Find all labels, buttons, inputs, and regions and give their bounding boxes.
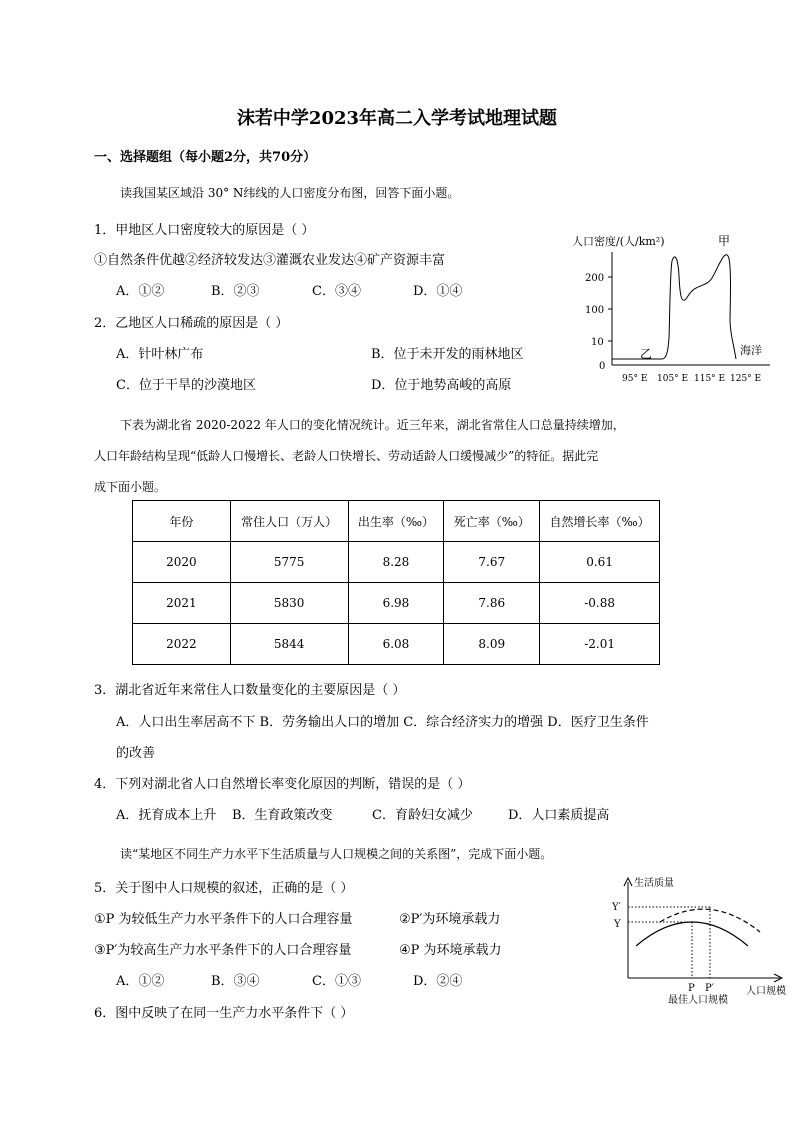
q3-stem: 3．湖北省近年来常住人口数量变化的主要原因是（ ） — [94, 683, 406, 698]
chart1-xtick: 95° E — [622, 374, 648, 384]
chart1-xtick: 125° E — [730, 374, 762, 384]
table-cell: 5830 — [230, 583, 348, 624]
intro-3: 读“某地区不同生产力水平下生活质量与人口规模之间的关系图”，完成下面小题。 — [120, 847, 553, 861]
chart1-ytick: 200 — [585, 273, 605, 284]
chart1-ytick: 100 — [585, 305, 605, 316]
q5-item-1: ①P 为较低生产力水平条件下的人口合理容量 — [94, 912, 353, 927]
chart1-xtick: 115° E — [694, 374, 726, 384]
chart2-p: P — [688, 983, 695, 994]
table-cell: 2020 — [133, 542, 231, 583]
table-row — [133, 624, 660, 665]
table-row — [133, 583, 660, 624]
table-cell: 8.09 — [444, 624, 540, 665]
chart2-ylabel: 生活质量 — [634, 878, 674, 889]
chart1-xtick: 105° E — [657, 374, 689, 384]
table-cell: 2022 — [133, 624, 231, 665]
q1-stem: 1．甲地区人口密度较大的原因是（ ） — [94, 223, 315, 238]
table-cell: 7.86 — [444, 583, 540, 624]
table-header-row — [133, 501, 660, 542]
table-header: 年份 — [133, 501, 231, 542]
table-header: 常住人口（万人） — [230, 501, 348, 542]
chart2-y: Y — [614, 919, 621, 930]
table-cell: -2.01 — [540, 624, 660, 665]
table-header: 死亡率（‰） — [444, 501, 540, 542]
q1-option-d[interactable]: D．①④ — [413, 284, 463, 299]
table-cell: 0.61 — [540, 542, 660, 583]
table-cell: 6.08 — [348, 624, 444, 665]
table-cell: 5844 — [230, 624, 348, 665]
q2-option-d[interactable]: D．位于地势高峻的高原 — [371, 378, 512, 393]
quality-population-chart — [600, 872, 794, 1008]
chart2-caption: 最佳人口规模 — [668, 995, 728, 1006]
chart1-label-yi: 乙 — [640, 347, 653, 361]
intro-2-line-2: 人口年龄结构呈现“低龄人口慢增长、老龄人口快增长、劳动适龄人口缓慢减少”的特征。据此完 — [94, 449, 599, 463]
chart2-p-prime: P′ — [705, 983, 714, 994]
q2-option-b[interactable]: B．位于未开发的雨林地区 — [371, 347, 524, 362]
chart2-y-prime: Y′ — [612, 902, 621, 913]
chart2-xlabel: 人口规模 — [746, 986, 786, 997]
q5-option-b[interactable]: B．③④ — [211, 974, 260, 989]
table-cell: 8.28 — [348, 542, 444, 583]
q5-item-2: ②P′为环境承载力 — [399, 912, 501, 927]
q4-stem: 4．下列对湖北省人口自然增长率变化原因的判断，错误的是（ ） — [94, 777, 471, 792]
q3-options-continued: 的改善 — [116, 746, 156, 761]
q1-option-a[interactable]: A．①② — [116, 284, 165, 299]
table-header: 出生率（‰） — [348, 501, 444, 542]
q6-stem: 6．图中反映了在同一生产力水平条件下（ ） — [94, 1006, 354, 1021]
q5-option-a[interactable]: A．①② — [116, 974, 165, 989]
table-cell: 5775 — [230, 542, 348, 583]
population-table — [132, 500, 660, 665]
chart1-ytick: 10 — [591, 337, 604, 348]
q1-option-c[interactable]: C．③④ — [312, 284, 361, 299]
chart1-ytick: 0 — [599, 361, 606, 372]
q1-option-b[interactable]: B．②③ — [211, 284, 260, 299]
population-density-chart — [560, 228, 790, 388]
intro-2-line-3: 成下面小题。 — [94, 480, 167, 494]
q2-option-c[interactable]: C．位于干旱的沙漠地区 — [116, 378, 256, 393]
q2-stem: 2．乙地区人口稀疏的原因是（ ） — [94, 316, 289, 331]
section-heading: 一、选择题组（每小题2分，共70分） — [94, 150, 317, 165]
table-row — [133, 542, 660, 583]
chart1-label-jia: 甲 — [718, 234, 731, 248]
intro-1: 读我国某区域沿 30° N纬线的人口密度分布图，回答下面小题。 — [120, 186, 460, 200]
q3-options[interactable]: A．人口出生率居高不下 B．劳务输出人口的增加 C．综合经济实力的增强 D．医疗卫生条件 — [116, 715, 649, 730]
q2-option-a[interactable]: A．针叶林广布 — [116, 347, 204, 362]
table-cell: 7.67 — [444, 542, 540, 583]
page-title: 沫若中学2023年高二入学考试地理试题 — [236, 108, 558, 129]
q5-item-3: ③P′为较高生产力水平条件下的人口合理容量 — [94, 943, 352, 958]
q4-option-d[interactable]: D．人口素质提高 — [508, 808, 610, 823]
q5-stem: 5．关于图中人口规模的叙述，正确的是（ ） — [94, 881, 354, 896]
q5-option-c[interactable]: C．①③ — [312, 974, 361, 989]
table-cell: 2021 — [133, 583, 231, 624]
table-cell: 6.98 — [348, 583, 444, 624]
q4-option-a[interactable]: A．抚育成本上升 — [116, 808, 217, 823]
chart1-density-curve — [612, 255, 736, 359]
q4-option-b[interactable]: B．生育政策改变 — [232, 808, 333, 823]
q5-option-d[interactable]: D．②④ — [413, 974, 463, 989]
table-cell: -0.88 — [540, 583, 660, 624]
chart1-label-sea: 海洋 — [740, 344, 762, 357]
chart1-ylabel: 人口密度/(人/km²) — [572, 235, 665, 248]
q5-item-4: ④P 为环境承载力 — [399, 943, 502, 958]
table-header: 自然增长率（‰） — [540, 501, 660, 542]
intro-2-line-1: 下表为湖北省 2020-2022 年人口的变化情况统计。近三年来，湖北省常住人口总量持续增加， — [120, 418, 625, 432]
q1-detail: ①自然条件优越②经济较发达③灌溉农业发达④矿产资源丰富 — [94, 253, 446, 268]
q4-option-c[interactable]: C．育龄妇女减少 — [372, 808, 473, 823]
